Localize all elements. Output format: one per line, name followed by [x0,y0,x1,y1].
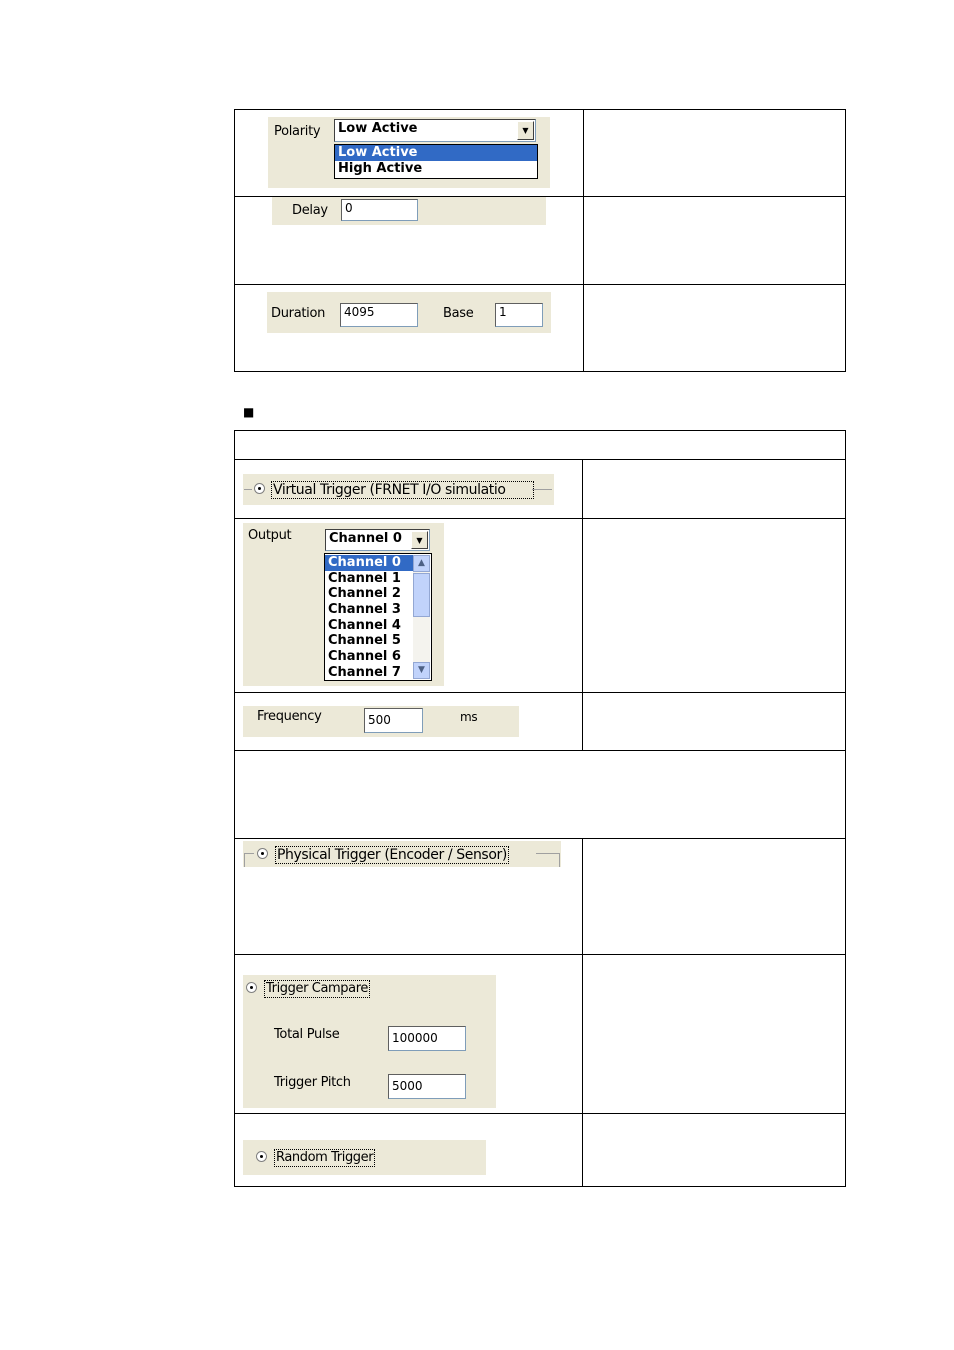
group-line [532,489,552,490]
output-option[interactable]: Channel 4 [328,617,401,633]
group-line [536,853,560,854]
polarity-selected-value: Low Active [338,121,418,136]
group-line [244,853,245,867]
frequency-label: Frequency [257,709,322,724]
output-option[interactable]: Channel 3 [328,602,401,618]
duration-input[interactable]: 4095 [340,303,418,327]
random-trigger-label[interactable]: Random Trigger [276,1150,374,1165]
virtual-trigger-radio[interactable] [254,483,265,494]
physical-trigger-label[interactable]: Physical Trigger (Encoder / Sensor) [277,847,507,863]
output-label: Output [248,528,292,543]
output-selected-value: Channel 0 [329,531,402,546]
group-line [244,489,252,490]
polarity-select[interactable] [334,119,536,142]
polarity-option[interactable]: High Active [338,161,423,176]
scrollbar[interactable] [413,555,430,679]
trigger-pitch-label: Trigger Pitch [274,1075,351,1090]
section-bullet: ■ [243,405,255,419]
polarity-dropdown-list [334,144,538,179]
group-line [244,853,254,854]
delay-label: Delay [292,203,328,218]
output-option[interactable]: Channel 5 [328,633,401,649]
virtual-trigger-label[interactable]: Virtual Trigger (FRNET I/O simulatio [271,481,534,499]
frequency-unit: ms [460,710,478,724]
polarity-option[interactable]: Low Active [335,145,537,161]
frequency-input[interactable]: 500 [364,708,423,733]
trigger-compare-radio[interactable] [246,982,257,993]
scroll-up-icon[interactable]: ▲ [413,555,430,572]
output-option[interactable]: Channel 1 [328,570,401,586]
output-option[interactable]: Channel 7 [328,664,401,680]
base-input[interactable]: 1 [495,303,543,327]
scroll-thumb[interactable] [413,573,430,617]
polarity-label: Polarity [274,124,321,139]
output-option[interactable]: Channel 6 [328,649,401,665]
total-pulse-input[interactable]: 100000 [388,1026,466,1051]
base-label: Base [443,306,474,321]
scroll-down-icon[interactable]: ▼ [413,662,430,679]
output-dropdown-list [324,553,432,681]
output-option[interactable]: Channel 2 [328,586,401,602]
duration-label: Duration [271,306,326,321]
chevron-down-icon[interactable]: ▼ [411,531,428,549]
physical-trigger-radio[interactable] [257,848,268,859]
output-select[interactable] [325,529,430,551]
delay-input[interactable]: 0 [341,199,418,221]
output-option[interactable]: Channel 0 [325,555,414,571]
chevron-down-icon[interactable]: ▼ [517,121,534,140]
trigger-pitch-input[interactable]: 5000 [388,1074,466,1099]
random-trigger-radio[interactable] [256,1151,267,1162]
group-line [559,853,560,867]
trigger-compare-label[interactable]: Trigger Campare [266,981,368,996]
total-pulse-label: Total Pulse [274,1027,340,1042]
